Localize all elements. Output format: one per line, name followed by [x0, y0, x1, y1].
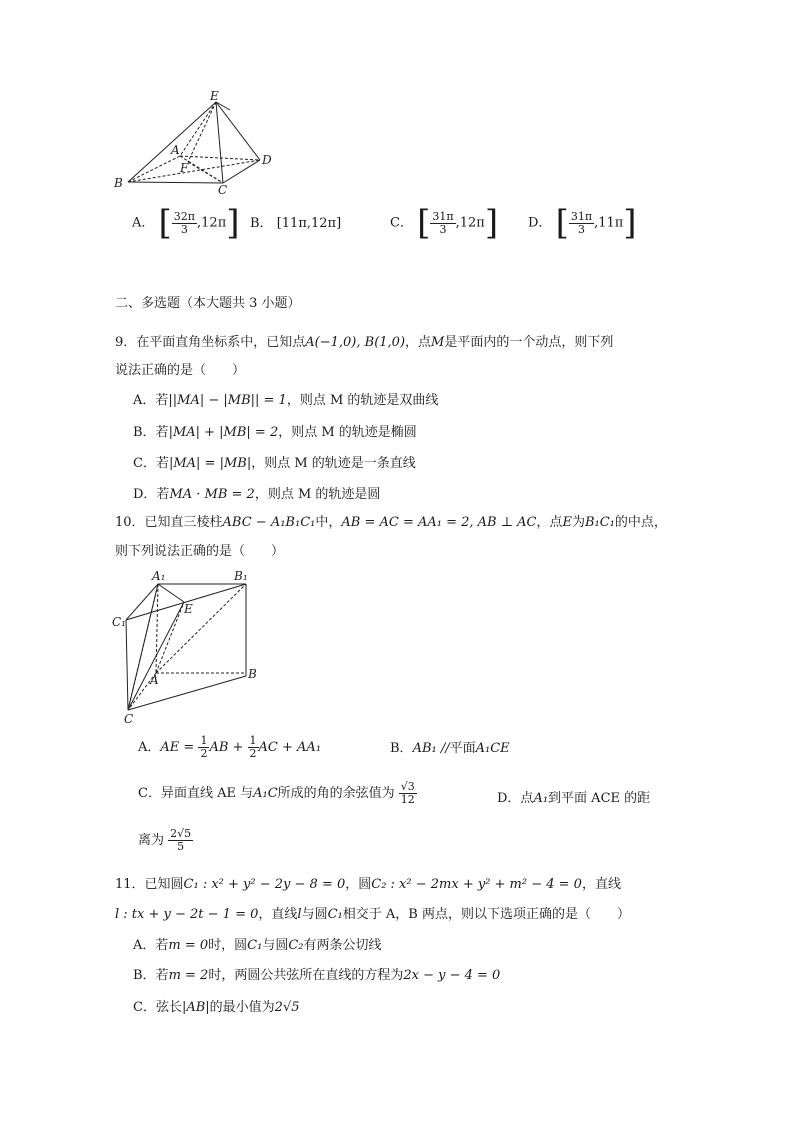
- q11-l: l: [297, 907, 302, 922]
- prism-figure: [110, 568, 270, 726]
- q8-a-frac: [172, 211, 197, 236]
- q11-stem-b: ，圆: [345, 877, 372, 892]
- q11-stem-a: 11．已知圆: [115, 877, 184, 892]
- q11-a-c1: C₁: [247, 938, 263, 953]
- q10-b-math: AB₁ //: [412, 741, 450, 756]
- q8-c-frac: [430, 211, 455, 236]
- q9-a-math: ||MA| − |MB|| = 1: [168, 393, 287, 408]
- q10-e: E: [562, 515, 572, 530]
- q9-stem-b: ，点: [405, 335, 432, 350]
- q8-a-left-bracket: [: [158, 203, 172, 243]
- q10-c-text1: C．异面直线 AE 与: [138, 786, 254, 801]
- q10-stem-c: ，点: [536, 515, 563, 530]
- q10-stem-a: 10．已知直三棱柱: [115, 515, 223, 530]
- q8-c-tail: ,12π: [455, 215, 485, 231]
- q8-option-c: [390, 203, 499, 243]
- q11-stem2-b: 与圆: [301, 907, 328, 922]
- q8-option-b: [250, 215, 341, 233]
- section-title: 二、多选题（本大题共 3 小题）: [115, 296, 301, 311]
- q8-option-a: [132, 203, 240, 243]
- q11-c-math: |AB|: [181, 1000, 210, 1015]
- q8-c-left-bracket: [: [417, 203, 431, 243]
- q8-b-text: [11π,12π]: [276, 216, 342, 231]
- fig2-label-b1: B₁: [234, 569, 248, 583]
- q9-option-a: [133, 392, 438, 410]
- q10-cond: AB = AC = AA₁ = 2, AB ⊥ AC: [341, 515, 537, 530]
- q8-a-right-bracket: ]: [226, 203, 240, 243]
- q10-b1c1: B₁C₁: [584, 515, 615, 530]
- q10-a-frac2: [248, 735, 259, 760]
- q11-c-pre: C．弦长: [133, 1000, 182, 1015]
- q11-b-eq: 2x − y − 4 = 0: [403, 968, 501, 983]
- fig2-label-b: B: [248, 667, 257, 681]
- q10-stem-line1: [115, 514, 667, 532]
- q9-b-math: |MA| + |MB| = 2: [168, 425, 279, 440]
- q11-a-c2: C₂: [288, 938, 304, 953]
- q9-d-pre: D．若: [133, 487, 170, 502]
- fig1-label-c: C: [218, 183, 228, 195]
- q8-d-den: 3: [577, 222, 585, 236]
- q10-a-frac1: [198, 735, 209, 760]
- q8-option-d: [528, 203, 637, 243]
- q11-a-mid: 时，圆: [208, 938, 248, 953]
- q11-C1: C₁: [327, 907, 343, 922]
- q8-d-num: 31π: [570, 209, 593, 223]
- q10-d-text2: 到平面 ACE 的距: [548, 791, 651, 806]
- q9-d-math: MA · MB = 2: [169, 487, 255, 502]
- q11-stem-c: ，直线: [581, 877, 621, 892]
- q9-points: A(−1,0), B(1,0): [305, 335, 406, 350]
- q9-c-math: |MA| = |MB|: [168, 456, 252, 471]
- q11-stem-line2: [115, 906, 630, 924]
- q10-d-frac: [168, 828, 193, 853]
- q8-d-tail: ,11π: [594, 215, 624, 231]
- q9-c-post: ，则点 M 的轨迹是一条直线: [251, 456, 416, 471]
- q11-a-math: m = 0: [168, 938, 209, 953]
- q11-line: l : tx + y − 2t − 1 = 0: [115, 907, 259, 922]
- q9-d-post: ，则点 M 的轨迹是圆: [254, 487, 381, 502]
- q8-c-right-bracket: ]: [484, 203, 499, 243]
- q9-m: M: [431, 335, 445, 350]
- q11-c-mid: 的最小值为: [209, 1000, 275, 1015]
- q10-a-f1-num: 1: [200, 734, 208, 747]
- q10-c-num: √3: [400, 780, 415, 793]
- q9-c-pre: C．若: [133, 456, 169, 471]
- q11-option-c: [133, 999, 300, 1017]
- fig1-label-a: A: [171, 143, 180, 157]
- q10-c-math: A₁C: [253, 786, 278, 801]
- q10-d-line2: 离为: [138, 833, 165, 848]
- q10-c-den: 12: [400, 793, 415, 806]
- q10-option-a: [138, 735, 321, 760]
- q11-b-math: m = 2: [168, 968, 209, 983]
- q11-b-mid: 时，两圆公共弦所在直线的方程为: [208, 968, 404, 983]
- q10-c-frac: [399, 781, 417, 806]
- q8-d-label: D．: [528, 215, 552, 231]
- q10-stem-line2: 则下列说法正确的是（ ）: [115, 544, 285, 559]
- q8-c-num: 31π: [432, 209, 454, 223]
- q10-b-plane: A₁CE: [475, 741, 510, 756]
- q9-option-d: [133, 486, 380, 504]
- q8-a-num: 32π: [173, 209, 196, 223]
- q9-stem-line1: [115, 334, 613, 352]
- q8-a-den: 3: [180, 222, 188, 236]
- q11-option-b: [133, 967, 500, 985]
- q8-d-frac: [569, 211, 594, 236]
- q9-a-pre: A．若: [133, 393, 169, 408]
- q11-stem-line1: [115, 876, 621, 894]
- q10-a-t2: AC + AA₁: [258, 740, 322, 755]
- q9-stem-c: 是平面内的一个动点，则下列: [444, 335, 614, 350]
- fig2-label-e: E: [184, 602, 193, 616]
- fig2-label-a1: A₁: [152, 569, 166, 583]
- pyramid-figure: [110, 90, 290, 195]
- fig2-label-c: C: [124, 712, 134, 726]
- fig1-label-d: D: [262, 153, 272, 167]
- q8-d-left-bracket: [: [555, 203, 569, 243]
- q10-option-d: [497, 790, 650, 808]
- q10-d-num: 2√5: [170, 827, 192, 840]
- q11-b-pre: B．若: [133, 968, 169, 983]
- q11-c1: C₁ : x² + y² − 2y − 8 = 0: [183, 877, 346, 892]
- q9-b-post: ，则点 M 的轨迹是椭圆: [278, 425, 417, 440]
- q10-c-text2: 所成的角的余弦值为: [277, 786, 395, 801]
- fig1-label-f: F: [180, 161, 189, 175]
- q11-a-mid2: 与圆: [262, 938, 289, 953]
- q10-option-d-line2: [138, 828, 193, 853]
- q11-c-val: 2√5: [274, 1000, 300, 1015]
- q10-a-f2-den: 2: [249, 747, 257, 760]
- q10-prism: ABC − A₁B₁C₁: [222, 515, 316, 530]
- q10-a-f2-num: 1: [249, 734, 257, 747]
- q10-b-label: B．: [390, 741, 413, 756]
- fig1-label-e: E: [210, 90, 219, 103]
- q9-stem-line2: 说法正确的是（ ）: [115, 363, 246, 378]
- q10-d-den: 5: [177, 840, 185, 853]
- q8-d-right-bracket: ]: [623, 203, 637, 243]
- q9-stem-a: 9．在平面直角坐标系中，已知点: [115, 335, 306, 350]
- q11-stem2-c: 相交于 A，B 两点，则以下选项正确的是（ ）: [342, 907, 630, 922]
- q10-a-lhs: AE =: [160, 740, 195, 755]
- q10-option-c: [138, 781, 417, 806]
- q8-a-tail: ,12π: [197, 215, 227, 231]
- q10-option-b: [390, 740, 510, 758]
- q8-c-label: C．: [390, 215, 413, 231]
- fig2-label-a: A: [150, 673, 159, 687]
- q8-c-den: 3: [439, 222, 447, 236]
- q9-b-pre: B．若: [133, 425, 169, 440]
- q11-option-a: [133, 937, 382, 955]
- q10-stem-e: 的中点，: [614, 515, 667, 530]
- q10-d-math: A₁: [533, 791, 549, 806]
- q8-b-label: B．: [250, 216, 273, 231]
- fig1-label-b: B: [114, 176, 123, 190]
- q10-d-text1: D．点: [497, 791, 534, 806]
- q9-option-c: [133, 455, 416, 473]
- q10-a-t1: AB +: [209, 740, 244, 755]
- q11-c2: C₂ : x² − 2mx + y² + m² − 4 = 0: [371, 877, 582, 892]
- q10-stem-d: 为: [571, 515, 585, 530]
- q9-a-post: ，则点 M 的轨迹是双曲线: [286, 393, 439, 408]
- q8-a-label: A．: [132, 215, 155, 231]
- q10-a-label: A．: [138, 740, 161, 755]
- q10-stem-b: 中，: [315, 515, 342, 530]
- q9-option-b: [133, 424, 417, 442]
- q11-a-post: 有两条公切线: [303, 938, 382, 953]
- fig2-label-c1: C₁: [112, 615, 126, 629]
- q11-stem2-a: ，直线: [258, 907, 298, 922]
- q10-b-text: 平面: [449, 741, 476, 756]
- q11-a-pre: A．若: [133, 938, 169, 953]
- q10-a-f1-den: 2: [200, 747, 208, 760]
